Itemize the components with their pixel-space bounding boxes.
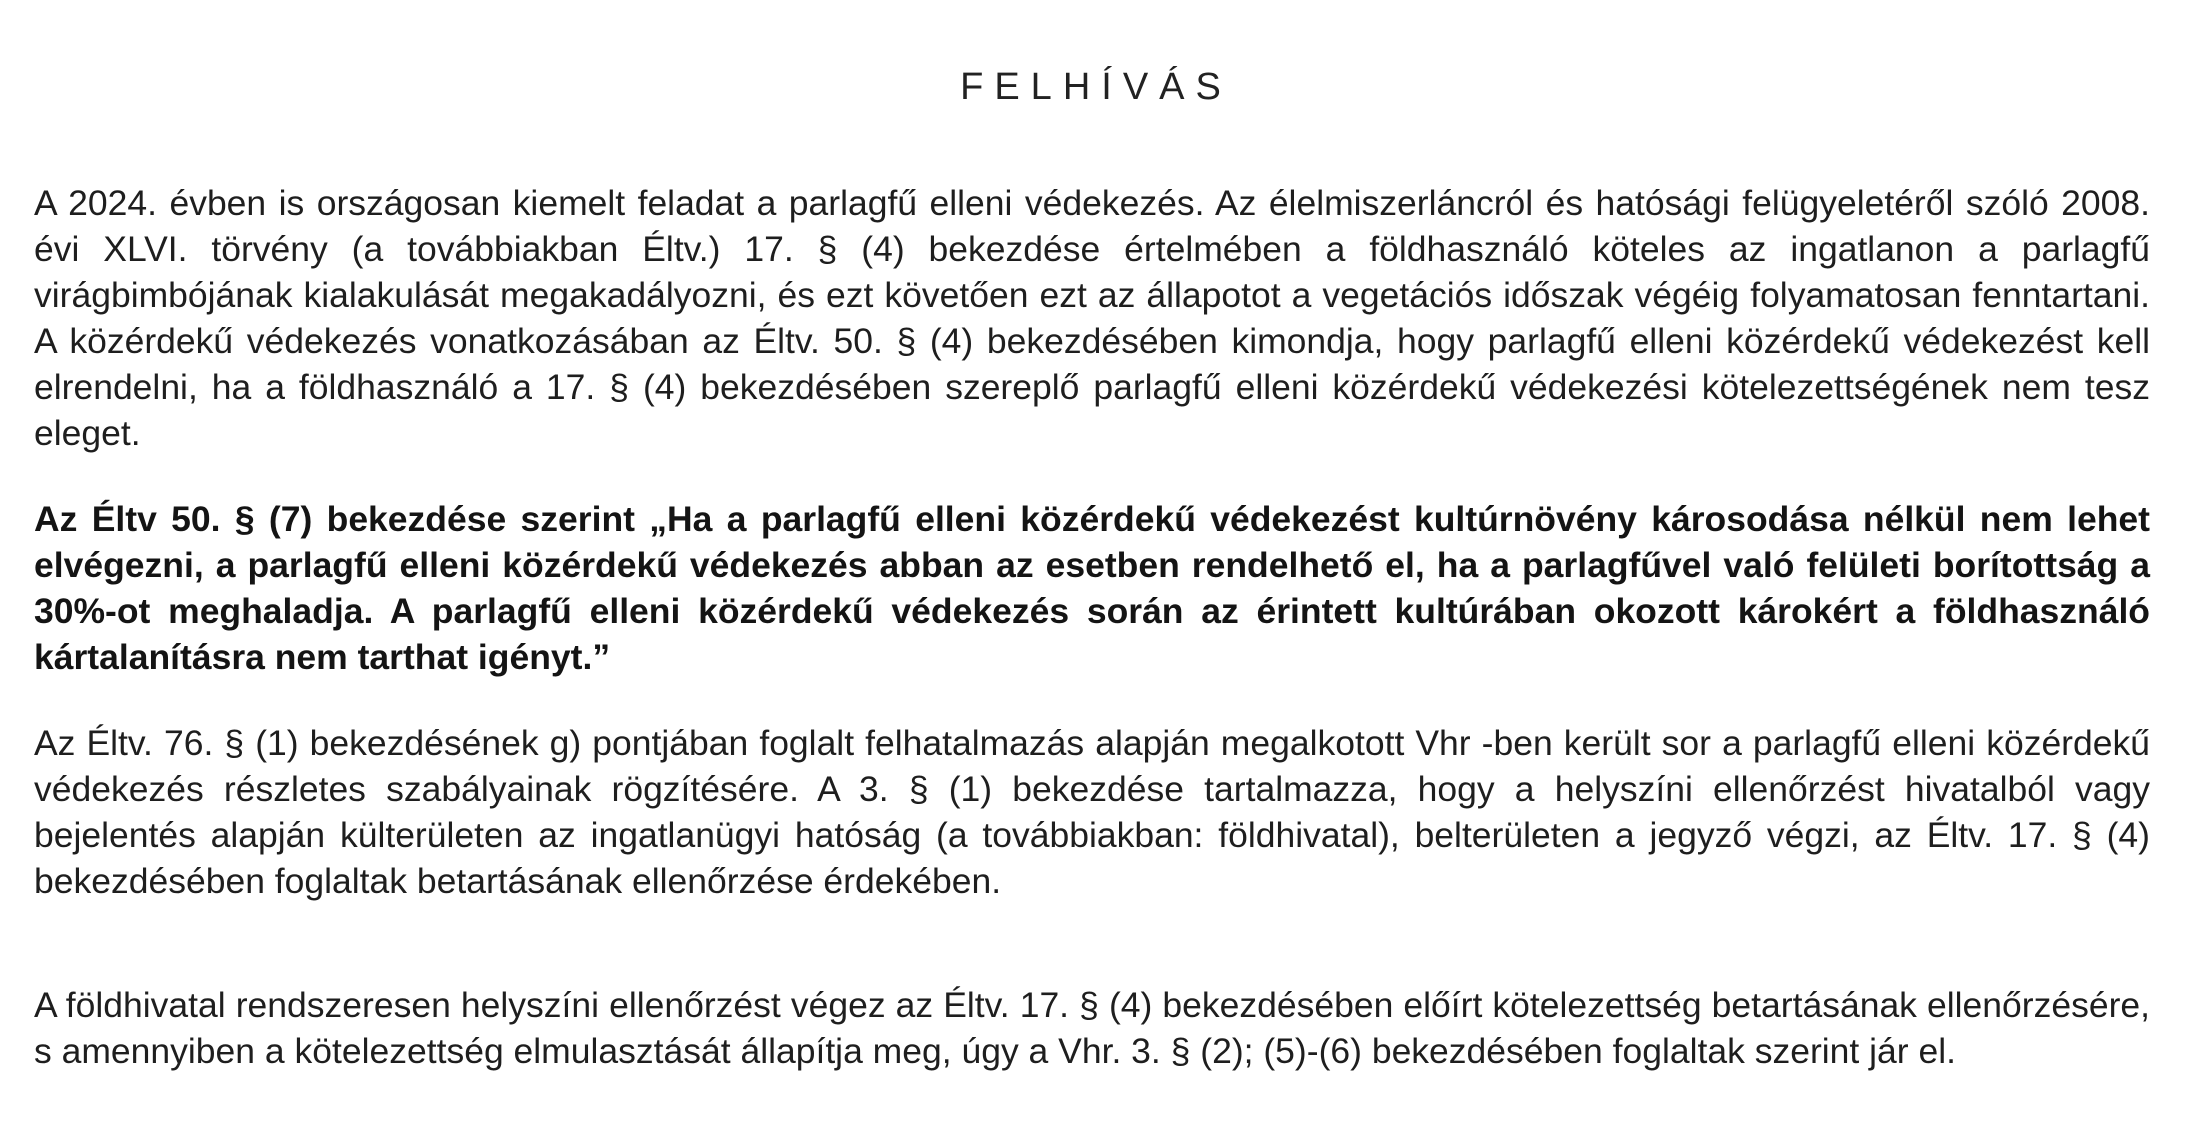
- paragraph-land-office: A földhivatal rendszeresen helyszíni ellenőrzést végez az Éltv. 17. § (4) bekezdésében előírt kötelezettség betartásának ellenőrzésére, s amennyiben a kötelezettség elmulasztását állapítja meg, úgy a Vhr. 3. § (2); (5)-(6) bekezdésében foglaltak szerint jár el.: [34, 985, 2150, 1071]
- document-title: FELHÍVÁS: [960, 66, 1232, 108]
- paragraph-quote-50-7: Az Éltv 50. § (7) bekezdése szerint „Ha a parlagfű elleni közérdekű védekezést kultúrnövény károsodása nélkül nem lehet elvégezni, a parlagfű elleni közérdekű védekezés abban az esetben rendelhető el, ha a parlagfűvel való felületi borítottság a 30%-ot meghaladja. A parlagfű elleni közérdekű védekezés során az érintett kultúrában okozott károkért a földhasználó kártalanításra nem tarthat igényt.”: [34, 499, 2150, 677]
- paragraph-vhr-rules: Az Éltv. 76. § (1) bekezdésének g) pontjában foglalt felhatalmazás alapján megalkotott Vhr -ben került sor a parlagfű elleni közérdekű védekezés részletes szabályainak rögzítésére. A 3. § (1) bekezdése tartalmazza, hogy a helyszíni ellenőrzést hivatalból vagy bejelentés alapján külterületen az ingatlanügyi hatóság (a továbbiakban: földhivatal), belterületen a jegyző végzi, az Éltv. 17. § (4) bekezdésében foglaltak betartásának ellenőrzése érdekében.: [34, 723, 2150, 901]
- paragraph-intro: A 2024. évben is országosan kiemelt feladat a parlagfű elleni védekezés. Az élelmiszerláncról és hatósági felügyeletéről szóló 2008. évi XLVI. törvény (a továbbiakban Éltv.) 17. § (4) bekezdése értelmében a földhasználó köteles az ingatlanon a parlagfű virágbimbójának kialakulását megakadályozni, és ezt követően ezt az állapotot a vegetációs időszak végéig folyamatosan fenntartani. A közérdekű védekezés vonatkozásában az Éltv. 50. § (4) bekezdésében kimondja, hogy parlagfű elleni közérdekű védekezést kell elrendelni, ha a földhasználó a 17. § (4) bekezdésében szereplő parlagfű elleni közérdekű védekezési kötelezettségének nem tesz eleget.: [34, 183, 2150, 453]
